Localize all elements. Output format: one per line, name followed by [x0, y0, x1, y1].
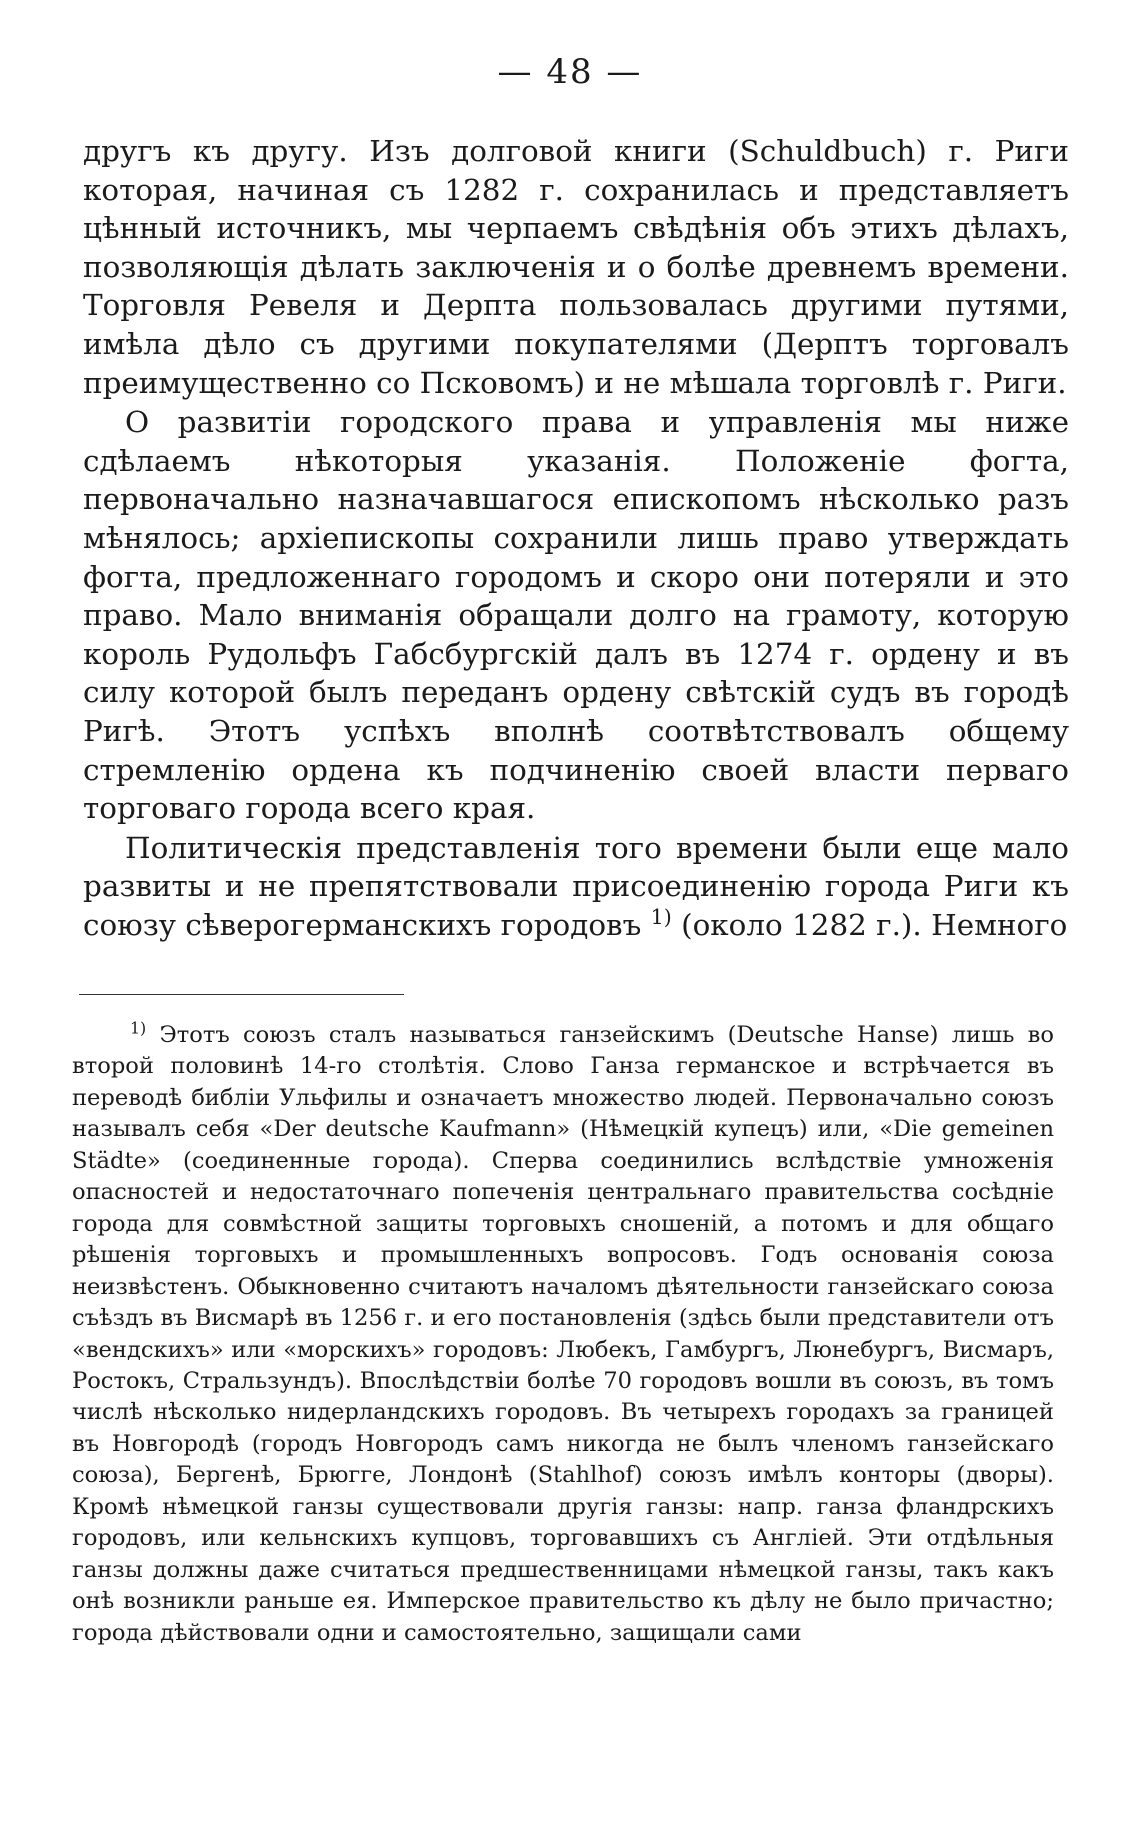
paragraph-2: О развитіи городского права и управленія мы ниже сдѣлаемъ нѣкоторыя указанія. Положеніе фогта, первоначально назначавшагося епископомъ нѣсколько разъ мѣнялось; архіепископы сохранили лишь право утверждать фогта, предложеннаго городомъ и скоро они потеряли и это право. Мало вниманія обращали долго на грамоту, которую король Рудольфъ Габсбургскій далъ въ 1274 г. ордену и въ силу которой былъ переданъ ордену свѣтскій судъ въ городѣ Ригѣ. Этотъ успѣхъ вполнѣ соотвѣтствовалъ общему стремленію ордена къ подчиненію своей власти перваго торговаго города всего края. — [83, 405, 1069, 826]
paragraph-1: другъ къ другу. Изъ долговой книги (Schuldbuch) г. Риги которая, начиная съ 1282 г. сохранилась и представляетъ цѣнный источникъ, мы черпаемъ свѣдѣнія объ этихъ дѣлахъ, позволяющія дѣлать заключенія и о болѣе древнемъ времени. Торговля Ревеля и Дерпта пользовалась другими путями, имѣла дѣло съ другими покупателями (Дерптъ торговалъ преимущественно со Псковомъ) и не мѣшала торговлѣ г. Риги. — [83, 134, 1069, 400]
footnote-reference: 1) — [650, 905, 672, 930]
page-number: — 48 — — [497, 52, 643, 92]
paragraph-3-text-before: Политическія представленія того времени были еще мало развиты и не препятствовали присоединенію города Риги къ союзу сѣверогерманскихъ городовъ — [83, 830, 1069, 942]
main-text — [83, 132, 1069, 944]
footnote-divider — [79, 994, 404, 995]
footnote-mark: 1) — [130, 1018, 147, 1038]
footnote-text: Этотъ союзъ сталъ называться ганзейскимъ (Deutsche Hanse) лишь во второй половинѣ 14-го столѣтія. Слово Ганза германское и встрѣчается въ переводѣ библіи Ульфилы и означаетъ множество людей. Первоначально союзъ называлъ себя «Der deutsche Kaufmann» (Нѣмецкій купецъ) или, «Die gemeinen Städte» (соединенные города). Сперва соединились вслѣдствіе умноженія опасностей и недостаточнаго попеченія центральнаго правительства сосѣдніе города для совмѣстной защиты торговыхъ сношеній, а потомъ и для общаго рѣшенія торговыхъ и промышленныхъ вопросовъ. Годъ основанія союза неизвѣстенъ. Обыкновенно считаютъ началомъ дѣятельности ганзейскаго союза съѣздъ въ Висмарѣ въ 1256 г. и его постановленія (здѣсь были представители отъ «вендскихъ» или «морскихъ» городовъ: Любекъ, Гамбургъ, Люнебургъ, Висмаръ, Ростокъ, Стральзундъ). Впослѣдствіи болѣе 70 городовъ вошли въ союзъ, въ томъ числѣ нѣсколько нидерландскихъ городовъ. Въ четырехъ городахъ за границей въ Новгородѣ (городъ Новгородъ самъ никогда не былъ членомъ ганзейскаго союза), Бергенѣ, Брюгге, Лондонѣ (Stahlhof) союзъ имѣлъ конторы (дворы). Кромѣ нѣмецкой ганзы существовали другія ганзы: напр. ганза фландрскихъ городовъ, или кельнскихъ купцовъ, торговавшихъ съ Англіей. Эти отдѣльныя ганзы должны даже считаться предшественницами нѣмецкой ганзы, такъ какъ онѣ возникли раньше ея. Имперское правительство къ дѣлу не было причастно; города дѣйствовали одни и самостоятельно, защищали сами — [72, 1022, 1054, 1646]
paragraph-3 — [83, 829, 1069, 945]
paragraph-3-text-after: (около 1282 г.). Немного — [671, 907, 1068, 942]
footnote — [72, 1020, 1054, 1649]
